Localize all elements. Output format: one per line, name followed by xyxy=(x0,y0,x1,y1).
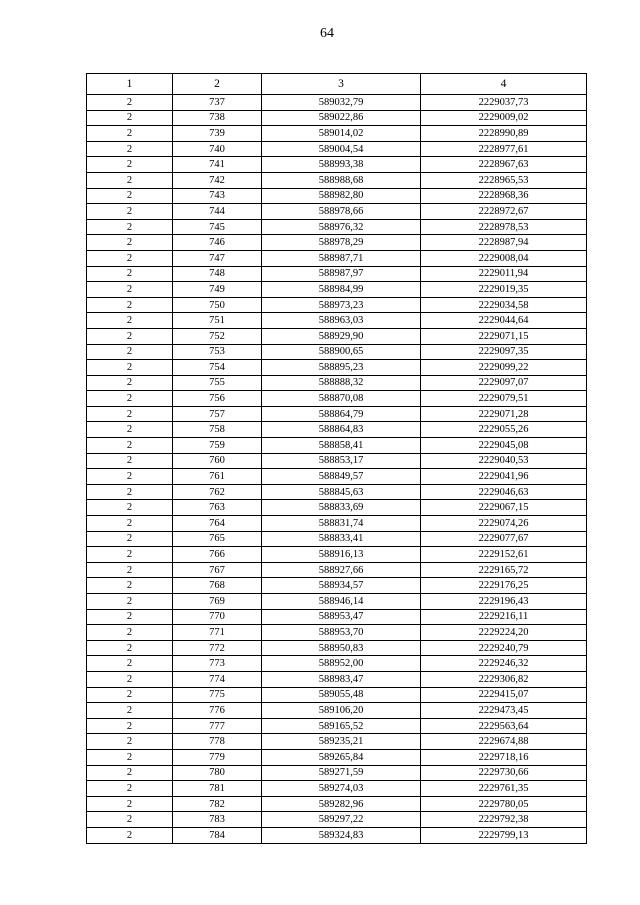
cell-x-coordinate: 588916,13 xyxy=(262,547,421,563)
cell-section: 2 xyxy=(87,391,173,407)
cell-x-coordinate: 589004,54 xyxy=(262,141,421,157)
cell-x-coordinate: 588831,74 xyxy=(262,516,421,532)
cell-section: 2 xyxy=(87,734,173,750)
cell-x-coordinate: 588864,83 xyxy=(262,422,421,438)
table-row xyxy=(87,671,587,687)
cell-section: 2 xyxy=(87,282,173,298)
cell-section: 2 xyxy=(87,765,173,781)
cell-x-coordinate: 588864,79 xyxy=(262,406,421,422)
column-header-4: 4 xyxy=(421,74,587,95)
cell-y-coordinate: 2229730,66 xyxy=(421,765,587,781)
cell-x-coordinate: 588953,47 xyxy=(262,609,421,625)
table-row xyxy=(87,391,587,407)
cell-y-coordinate: 2229071,15 xyxy=(421,328,587,344)
table-row xyxy=(87,375,587,391)
cell-point-number: 765 xyxy=(173,531,262,547)
table-row xyxy=(87,640,587,656)
coordinates-table xyxy=(86,73,587,844)
cell-section: 2 xyxy=(87,531,173,547)
cell-section: 2 xyxy=(87,718,173,734)
cell-y-coordinate: 2229019,35 xyxy=(421,282,587,298)
cell-section: 2 xyxy=(87,671,173,687)
cell-section: 2 xyxy=(87,313,173,329)
cell-section: 2 xyxy=(87,796,173,812)
cell-section: 2 xyxy=(87,781,173,797)
cell-x-coordinate: 589014,02 xyxy=(262,126,421,142)
cell-section: 2 xyxy=(87,360,173,376)
cell-point-number: 738 xyxy=(173,110,262,126)
cell-point-number: 753 xyxy=(173,344,262,360)
cell-section: 2 xyxy=(87,95,173,111)
cell-x-coordinate: 589165,52 xyxy=(262,718,421,734)
cell-x-coordinate: 588929,90 xyxy=(262,328,421,344)
cell-y-coordinate: 2229165,72 xyxy=(421,562,587,578)
table-row xyxy=(87,95,587,111)
table-row xyxy=(87,531,587,547)
cell-x-coordinate: 589032,79 xyxy=(262,95,421,111)
table-row xyxy=(87,297,587,313)
cell-x-coordinate: 588978,29 xyxy=(262,235,421,251)
cell-point-number: 774 xyxy=(173,671,262,687)
cell-x-coordinate: 589106,20 xyxy=(262,703,421,719)
cell-y-coordinate: 2229067,15 xyxy=(421,500,587,516)
cell-x-coordinate: 588934,57 xyxy=(262,578,421,594)
table-row xyxy=(87,328,587,344)
table-row xyxy=(87,110,587,126)
cell-section: 2 xyxy=(87,204,173,220)
cell-x-coordinate: 588978,66 xyxy=(262,204,421,220)
cell-section: 2 xyxy=(87,250,173,266)
table-row xyxy=(87,204,587,220)
table-row xyxy=(87,703,587,719)
table-row xyxy=(87,547,587,563)
table-row xyxy=(87,438,587,454)
cell-section: 2 xyxy=(87,375,173,391)
cell-x-coordinate: 588900,65 xyxy=(262,344,421,360)
table-row xyxy=(87,749,587,765)
cell-x-coordinate: 589282,96 xyxy=(262,796,421,812)
cell-y-coordinate: 2229473,45 xyxy=(421,703,587,719)
cell-section: 2 xyxy=(87,749,173,765)
cell-x-coordinate: 589235,21 xyxy=(262,734,421,750)
cell-y-coordinate: 2229097,35 xyxy=(421,344,587,360)
cell-section: 2 xyxy=(87,562,173,578)
table-row xyxy=(87,219,587,235)
cell-y-coordinate: 2229074,26 xyxy=(421,516,587,532)
cell-point-number: 776 xyxy=(173,703,262,719)
cell-section: 2 xyxy=(87,157,173,173)
cell-x-coordinate: 588987,71 xyxy=(262,250,421,266)
table-row xyxy=(87,827,587,843)
cell-section: 2 xyxy=(87,594,173,610)
cell-y-coordinate: 2229415,07 xyxy=(421,687,587,703)
cell-point-number: 782 xyxy=(173,796,262,812)
table-row xyxy=(87,188,587,204)
cell-y-coordinate: 2229176,25 xyxy=(421,578,587,594)
cell-point-number: 739 xyxy=(173,126,262,142)
table-row xyxy=(87,609,587,625)
cell-point-number: 756 xyxy=(173,391,262,407)
cell-x-coordinate: 589055,48 xyxy=(262,687,421,703)
table-row xyxy=(87,469,587,485)
cell-x-coordinate: 588927,66 xyxy=(262,562,421,578)
table-row xyxy=(87,360,587,376)
cell-point-number: 744 xyxy=(173,204,262,220)
cell-y-coordinate: 2228978,53 xyxy=(421,219,587,235)
cell-y-coordinate: 2229040,53 xyxy=(421,453,587,469)
cell-y-coordinate: 2229152,61 xyxy=(421,547,587,563)
cell-section: 2 xyxy=(87,406,173,422)
cell-y-coordinate: 2229196,43 xyxy=(421,594,587,610)
cell-point-number: 766 xyxy=(173,547,262,563)
cell-point-number: 754 xyxy=(173,360,262,376)
cell-section: 2 xyxy=(87,141,173,157)
cell-y-coordinate: 2229780,05 xyxy=(421,796,587,812)
cell-y-coordinate: 2228987,94 xyxy=(421,235,587,251)
cell-point-number: 773 xyxy=(173,656,262,672)
table-row xyxy=(87,796,587,812)
table-row xyxy=(87,313,587,329)
cell-x-coordinate: 588963,03 xyxy=(262,313,421,329)
cell-y-coordinate: 2229674,88 xyxy=(421,734,587,750)
table-row xyxy=(87,765,587,781)
cell-point-number: 740 xyxy=(173,141,262,157)
cell-x-coordinate: 588858,41 xyxy=(262,438,421,454)
cell-point-number: 752 xyxy=(173,328,262,344)
cell-x-coordinate: 588895,23 xyxy=(262,360,421,376)
cell-point-number: 767 xyxy=(173,562,262,578)
table-row xyxy=(87,718,587,734)
cell-y-coordinate: 2228977,61 xyxy=(421,141,587,157)
cell-point-number: 742 xyxy=(173,172,262,188)
cell-point-number: 762 xyxy=(173,484,262,500)
cell-section: 2 xyxy=(87,500,173,516)
cell-x-coordinate: 588953,70 xyxy=(262,625,421,641)
cell-x-coordinate: 588983,47 xyxy=(262,671,421,687)
table-row xyxy=(87,282,587,298)
cell-section: 2 xyxy=(87,484,173,500)
cell-x-coordinate: 588952,00 xyxy=(262,656,421,672)
cell-y-coordinate: 2228965,53 xyxy=(421,172,587,188)
cell-section: 2 xyxy=(87,328,173,344)
cell-y-coordinate: 2229037,73 xyxy=(421,95,587,111)
page-number: 64 xyxy=(320,26,334,41)
table-row xyxy=(87,656,587,672)
cell-point-number: 745 xyxy=(173,219,262,235)
cell-x-coordinate: 588845,63 xyxy=(262,484,421,500)
header-row xyxy=(87,74,587,95)
cell-y-coordinate: 2229216,11 xyxy=(421,609,587,625)
cell-y-coordinate: 2229008,04 xyxy=(421,250,587,266)
cell-x-coordinate: 588833,41 xyxy=(262,531,421,547)
cell-point-number: 747 xyxy=(173,250,262,266)
cell-x-coordinate: 589022,86 xyxy=(262,110,421,126)
cell-point-number: 758 xyxy=(173,422,262,438)
cell-section: 2 xyxy=(87,438,173,454)
cell-section: 2 xyxy=(87,547,173,563)
cell-y-coordinate: 2229079,51 xyxy=(421,391,587,407)
cell-y-coordinate: 2229034,58 xyxy=(421,297,587,313)
cell-point-number: 743 xyxy=(173,188,262,204)
cell-x-coordinate: 588988,68 xyxy=(262,172,421,188)
cell-section: 2 xyxy=(87,625,173,641)
cell-point-number: 779 xyxy=(173,749,262,765)
cell-section: 2 xyxy=(87,172,173,188)
cell-y-coordinate: 2229055,26 xyxy=(421,422,587,438)
cell-y-coordinate: 2229009,02 xyxy=(421,110,587,126)
cell-point-number: 761 xyxy=(173,469,262,485)
cell-y-coordinate: 2229792,38 xyxy=(421,812,587,828)
cell-section: 2 xyxy=(87,219,173,235)
table-row xyxy=(87,687,587,703)
table-row xyxy=(87,562,587,578)
cell-point-number: 778 xyxy=(173,734,262,750)
cell-x-coordinate: 589297,22 xyxy=(262,812,421,828)
cell-y-coordinate: 2229240,79 xyxy=(421,640,587,656)
table-row xyxy=(87,406,587,422)
cell-x-coordinate: 588853,17 xyxy=(262,453,421,469)
table-row xyxy=(87,781,587,797)
table-row xyxy=(87,516,587,532)
cell-x-coordinate: 588987,97 xyxy=(262,266,421,282)
cell-section: 2 xyxy=(87,297,173,313)
table-row xyxy=(87,126,587,142)
cell-x-coordinate: 589265,84 xyxy=(262,749,421,765)
cell-y-coordinate: 2229046,63 xyxy=(421,484,587,500)
cell-point-number: 770 xyxy=(173,609,262,625)
cell-y-coordinate: 2229011,94 xyxy=(421,266,587,282)
cell-section: 2 xyxy=(87,656,173,672)
cell-y-coordinate: 2229799,13 xyxy=(421,827,587,843)
cell-x-coordinate: 588984,99 xyxy=(262,282,421,298)
cell-y-coordinate: 2228972,67 xyxy=(421,204,587,220)
cell-point-number: 769 xyxy=(173,594,262,610)
cell-point-number: 764 xyxy=(173,516,262,532)
table-row xyxy=(87,235,587,251)
cell-point-number: 759 xyxy=(173,438,262,454)
cell-y-coordinate: 2228968,36 xyxy=(421,188,587,204)
table-row xyxy=(87,422,587,438)
table-row xyxy=(87,734,587,750)
cell-y-coordinate: 2229045,08 xyxy=(421,438,587,454)
cell-point-number: 757 xyxy=(173,406,262,422)
cell-x-coordinate: 588950,83 xyxy=(262,640,421,656)
table-row xyxy=(87,578,587,594)
cell-point-number: 780 xyxy=(173,765,262,781)
column-header-1: 1 xyxy=(87,74,173,95)
cell-y-coordinate: 2229306,82 xyxy=(421,671,587,687)
cell-x-coordinate: 588982,80 xyxy=(262,188,421,204)
table-row xyxy=(87,172,587,188)
cell-y-coordinate: 2228967,63 xyxy=(421,157,587,173)
cell-x-coordinate: 588870,08 xyxy=(262,391,421,407)
cell-point-number: 737 xyxy=(173,95,262,111)
cell-section: 2 xyxy=(87,110,173,126)
cell-section: 2 xyxy=(87,812,173,828)
cell-point-number: 784 xyxy=(173,827,262,843)
cell-y-coordinate: 2229761,35 xyxy=(421,781,587,797)
cell-section: 2 xyxy=(87,827,173,843)
cell-point-number: 750 xyxy=(173,297,262,313)
table-row xyxy=(87,157,587,173)
cell-section: 2 xyxy=(87,235,173,251)
cell-x-coordinate: 588993,38 xyxy=(262,157,421,173)
cell-x-coordinate: 588946,14 xyxy=(262,594,421,610)
cell-point-number: 783 xyxy=(173,812,262,828)
cell-y-coordinate: 2229071,28 xyxy=(421,406,587,422)
cell-section: 2 xyxy=(87,609,173,625)
cell-section: 2 xyxy=(87,703,173,719)
cell-point-number: 777 xyxy=(173,718,262,734)
table-row xyxy=(87,453,587,469)
cell-point-number: 775 xyxy=(173,687,262,703)
table-row xyxy=(87,625,587,641)
cell-y-coordinate: 2229224,20 xyxy=(421,625,587,641)
cell-x-coordinate: 588888,32 xyxy=(262,375,421,391)
column-header-2: 2 xyxy=(173,74,262,95)
cell-section: 2 xyxy=(87,453,173,469)
cell-y-coordinate: 2229246,32 xyxy=(421,656,587,672)
cell-section: 2 xyxy=(87,516,173,532)
table-row xyxy=(87,266,587,282)
cell-point-number: 768 xyxy=(173,578,262,594)
table-row xyxy=(87,344,587,360)
cell-section: 2 xyxy=(87,578,173,594)
cell-y-coordinate: 2229563,64 xyxy=(421,718,587,734)
cell-point-number: 781 xyxy=(173,781,262,797)
cell-point-number: 749 xyxy=(173,282,262,298)
cell-x-coordinate: 589274,03 xyxy=(262,781,421,797)
table-row xyxy=(87,594,587,610)
cell-section: 2 xyxy=(87,266,173,282)
cell-x-coordinate: 588833,69 xyxy=(262,500,421,516)
table-row xyxy=(87,500,587,516)
cell-point-number: 748 xyxy=(173,266,262,282)
cell-point-number: 772 xyxy=(173,640,262,656)
cell-section: 2 xyxy=(87,344,173,360)
cell-point-number: 755 xyxy=(173,375,262,391)
cell-point-number: 741 xyxy=(173,157,262,173)
cell-point-number: 760 xyxy=(173,453,262,469)
cell-section: 2 xyxy=(87,469,173,485)
cell-y-coordinate: 2229099,22 xyxy=(421,360,587,376)
table-row xyxy=(87,484,587,500)
cell-x-coordinate: 589324,83 xyxy=(262,827,421,843)
cell-section: 2 xyxy=(87,188,173,204)
cell-y-coordinate: 2228990,89 xyxy=(421,126,587,142)
cell-y-coordinate: 2229041,96 xyxy=(421,469,587,485)
table-row xyxy=(87,812,587,828)
cell-section: 2 xyxy=(87,126,173,142)
cell-y-coordinate: 2229044,64 xyxy=(421,313,587,329)
cell-point-number: 746 xyxy=(173,235,262,251)
cell-y-coordinate: 2229097,07 xyxy=(421,375,587,391)
cell-x-coordinate: 588849,57 xyxy=(262,469,421,485)
cell-section: 2 xyxy=(87,422,173,438)
table-header xyxy=(87,74,587,95)
cell-point-number: 763 xyxy=(173,500,262,516)
cell-point-number: 751 xyxy=(173,313,262,329)
column-header-3: 3 xyxy=(262,74,421,95)
table-body xyxy=(87,95,587,844)
cell-x-coordinate: 588976,32 xyxy=(262,219,421,235)
table-row xyxy=(87,250,587,266)
cell-x-coordinate: 589271,59 xyxy=(262,765,421,781)
cell-section: 2 xyxy=(87,687,173,703)
cell-point-number: 771 xyxy=(173,625,262,641)
cell-y-coordinate: 2229718,16 xyxy=(421,749,587,765)
cell-y-coordinate: 2229077,67 xyxy=(421,531,587,547)
table-row xyxy=(87,141,587,157)
cell-x-coordinate: 588973,23 xyxy=(262,297,421,313)
cell-section: 2 xyxy=(87,640,173,656)
